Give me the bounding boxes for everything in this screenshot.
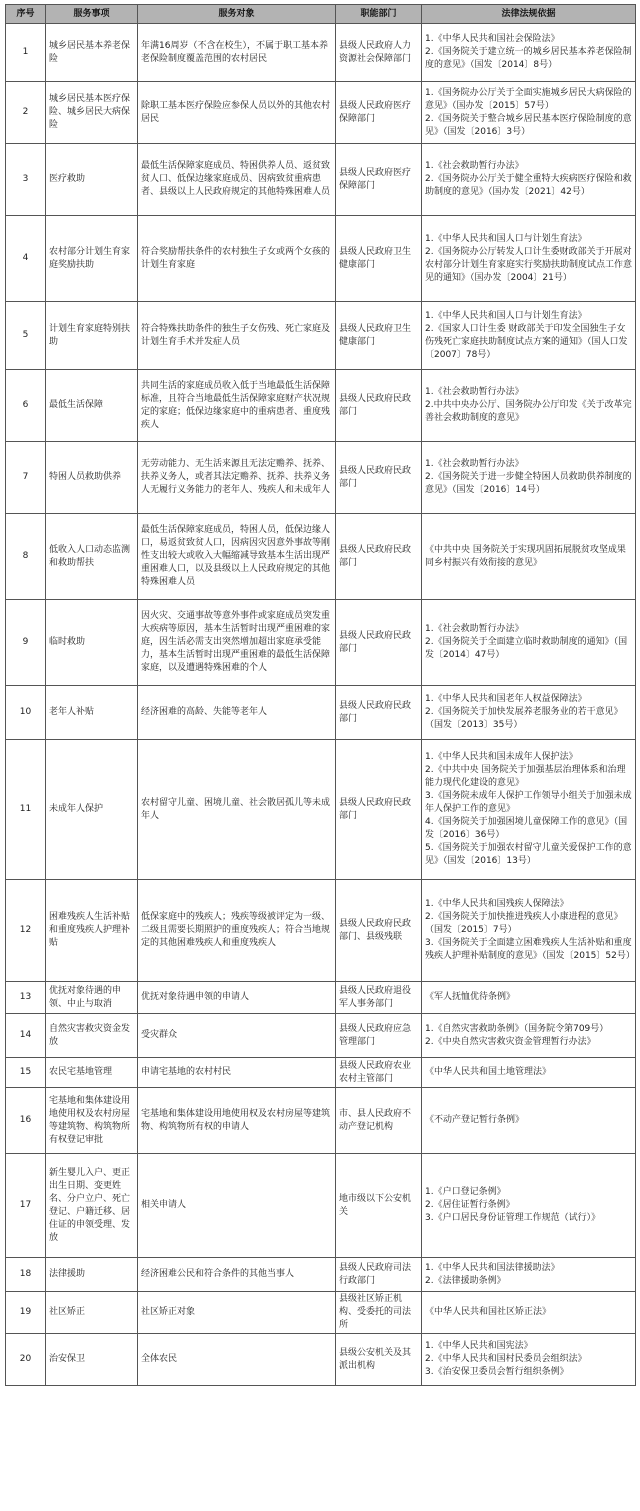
- row-number: 10: [6, 686, 46, 740]
- legal-basis-line: 3.《国务院未成年人保护工作领导小组关于加强未成年人保护工作的意见》: [425, 791, 632, 814]
- table-row: [6, 1014, 636, 1058]
- legal-basis: [422, 880, 636, 982]
- legal-basis: [422, 216, 636, 302]
- service-target: 优抚对象待遇申领的申请人: [138, 982, 336, 1014]
- department: 市、县人民政府不动产登记机构: [336, 1088, 422, 1154]
- department: 县级公安机关及其派出机构: [336, 1334, 422, 1386]
- header-no: 序号: [6, 5, 46, 24]
- table-row: [6, 216, 636, 302]
- legal-basis-line: 2.《国务院关于加快发展养老服务业的若干意见》（国发〔2013〕35号）: [425, 707, 623, 730]
- legal-basis: [422, 514, 636, 600]
- legal-basis-line: 1.《中华人民共和国残疾人保障法》: [425, 899, 569, 909]
- legal-basis: [422, 1058, 636, 1088]
- row-number: 13: [6, 982, 46, 1014]
- legal-basis-line: 1.《中华人民共和国人口与计划生育法》: [425, 310, 587, 321]
- service-item: 社区矫正: [46, 1292, 138, 1334]
- table-row: [6, 1088, 636, 1154]
- service-target: 社区矫正对象: [138, 1292, 336, 1334]
- table-row: [6, 1334, 636, 1386]
- department: 县级人民政府农业农村主管部门: [336, 1058, 422, 1088]
- legal-basis-line: 2.《国务院关于加快推进残疾人小康进程的意见》（国发〔2015〕7号）: [425, 912, 623, 935]
- service-item: 计划生育家庭特别扶助: [46, 302, 138, 370]
- legal-basis-line: 2.《国务院办公厅关于健全重特大疾病医疗保险和救助制度的意见》（国办发〔2021〕42号）: [425, 174, 632, 197]
- legal-basis: [422, 982, 636, 1014]
- service-target: 最低生活保障家庭成员，特困人员，低保边缘人口，易返贫致贫人口，因病因灾因意外事故等刚性支出较大或收入大幅缩减导致基本生活出现严重困难人口，以及县级以上人民政府规定的其他特殊困难人员: [138, 514, 336, 600]
- legal-basis-line: 2.《居住证暂行条例》: [425, 1200, 515, 1210]
- legal-basis-line: 1.《户口登记条例》: [425, 1187, 506, 1197]
- row-number: 17: [6, 1154, 46, 1258]
- legal-basis: [422, 740, 636, 880]
- service-item: 特困人员救助供养: [46, 442, 138, 514]
- legal-basis-line: 5.《国务院关于加强农村留守儿童关爱保护工作的意见》（国发〔2016〕13号）: [425, 843, 632, 866]
- table-row: [6, 144, 636, 216]
- department: 县级人民政府应急管理部门: [336, 1014, 422, 1058]
- row-number: 4: [6, 216, 46, 302]
- row-number: 8: [6, 514, 46, 600]
- service-target: 无劳动能力、无生活来源且无法定赡养、抚养、扶养义务人，或者其法定赡养、抚养、扶养义务人无履行义务能力的老年人、残疾人和未成年人: [138, 442, 336, 514]
- service-target: 低保家庭中的残疾人；残疾等级被评定为一级、二级且需要长期照护的重度残疾人；符合当地规定的其他困难残疾人和重度残疾人: [138, 880, 336, 982]
- legal-basis-line: 1.《中华人民共和国法律援助法》: [425, 1262, 560, 1273]
- service-item: 宅基地和集体建设用地使用权及农村房屋等建筑物、构筑物所有权登记审批: [46, 1088, 138, 1154]
- table-row: [6, 982, 636, 1014]
- legal-basis-line: 1.《国务院办公厅关于全面实施城乡居民大病保险的意见》（国办发〔2015〕57号）: [425, 87, 632, 111]
- table-row: [6, 1258, 636, 1292]
- legal-basis-line: 2.《中共中央 国务院关于加强基层治理体系和治理能力现代化建设的意见》: [425, 765, 626, 788]
- service-item: 法律援助: [46, 1258, 138, 1292]
- service-item: 农民宅基地管理: [46, 1058, 138, 1088]
- row-number: 5: [6, 302, 46, 370]
- legal-basis-line: 《中共中央 国务院关于实现巩固拓展脱贫攻坚成果同乡村振兴有效衔接的意见》: [425, 544, 626, 568]
- legal-basis: [422, 686, 636, 740]
- table-row: [6, 82, 636, 144]
- table-row: [6, 740, 636, 880]
- legal-basis-line: 1.《社会救助暂行办法》: [425, 161, 524, 171]
- legal-basis-line: 1.《中华人民共和国老年人权益保障法》: [425, 694, 587, 704]
- row-number: 9: [6, 600, 46, 686]
- legal-basis-line: 《中华人民共和国土地管理法》: [425, 1067, 552, 1077]
- department: 县级人民政府民政部门: [336, 600, 422, 686]
- service-target: 申请宅基地的农村村民: [138, 1058, 336, 1088]
- department: 县级人民政府民政部门、县级残联: [336, 880, 422, 982]
- service-target: 受灾群众: [138, 1014, 336, 1058]
- service-target: 宅基地和集体建设用地使用权及农村房屋等建筑物、构筑物所有权的申请人: [138, 1088, 336, 1154]
- legal-basis: [422, 24, 636, 82]
- service-target: 相关申请人: [138, 1154, 336, 1258]
- row-number: 11: [6, 740, 46, 880]
- department: 县级人民政府民政部门: [336, 740, 422, 880]
- service-target: 年满16周岁（不含在校生），不属于职工基本养老保险制度覆盖范围的农村居民: [138, 24, 336, 82]
- table-row: [6, 514, 636, 600]
- service-item: 医疗救助: [46, 144, 138, 216]
- service-target: 农村留守儿童、困境儿童、社会散居孤儿等未成年人: [138, 740, 336, 880]
- header-item: 服务事项: [46, 5, 138, 24]
- row-number: 20: [6, 1334, 46, 1386]
- legal-basis-line: 2.《国务院关于建立统一的城乡居民基本养老保险制度的意见》（国发〔2014〕8号）: [425, 47, 632, 70]
- legal-basis-line: 3.《国务院关于全面建立困难残疾人生活补贴和重度残疾人护理补贴制度的意见》（国发〔2015〕52号）: [425, 938, 635, 961]
- table-row: [6, 880, 636, 982]
- table-row: [6, 1292, 636, 1334]
- legal-basis-line: 2.《国务院办公厅转发人口计生委财政部关于开展对农村部分计划生育家庭实行奖励扶助制度试点工作意见的通知》（国办发〔2004〕21号）: [425, 246, 633, 283]
- legal-basis-line: 3.《治安保卫委员会暂行组织条例》: [425, 1367, 569, 1377]
- department: 县级人民政府民政部门: [336, 686, 422, 740]
- legal-basis-line: 2.《国务院关于全面建立临时救助制度的通知》（国发〔2014〕47号）: [425, 637, 628, 660]
- legal-basis-line: 1.《自然灾害救助条例》（国务院令第709号）: [425, 1023, 609, 1034]
- legal-basis-line: 2.《国务院关于整合城乡居民基本医疗保险制度的意见》（国发〔2016〕3号）: [425, 113, 632, 137]
- legal-basis-line: 1.《社会救助暂行办法》: [425, 387, 524, 397]
- header-dept: 职能部门: [336, 5, 422, 24]
- department: 县级人民政府民政部门: [336, 370, 422, 442]
- service-item: 新生婴儿入户、更正出生日期、变更姓名、分户立户、死亡登记、户籍迁移、居住证的申领受理、发放: [46, 1154, 138, 1258]
- legal-basis: [422, 442, 636, 514]
- service-target: 经济困难公民和符合条件的其他当事人: [138, 1258, 336, 1292]
- table-body: [6, 24, 636, 1386]
- service-target: 经济困难的高龄、失能等老年人: [138, 686, 336, 740]
- service-item: 自然灾害救灾资金发放: [46, 1014, 138, 1058]
- row-number: 7: [6, 442, 46, 514]
- legal-basis-line: 《军人抚恤优待条例》: [425, 992, 516, 1002]
- row-number: 12: [6, 880, 46, 982]
- department: 县级人民政府卫生健康部门: [336, 302, 422, 370]
- legal-basis-line: 2.《中央自然灾害救灾资金管理暂行办法》: [425, 1036, 596, 1047]
- legal-basis: [422, 1292, 636, 1334]
- legal-basis-line: 2.《国务院关于进一步健全特困人员救助供养制度的意见》（国发〔2016〕14号）: [425, 472, 632, 495]
- department: 县级人民政府人力资源社会保障部门: [336, 24, 422, 82]
- service-item: 临时救助: [46, 600, 138, 686]
- legal-basis: [422, 370, 636, 442]
- legal-basis-line: 1.《中华人民共和国人口与计划生育法》: [425, 233, 587, 244]
- row-number: 1: [6, 24, 46, 82]
- row-number: 16: [6, 1088, 46, 1154]
- service-item: 城乡居民基本医疗保险、城乡居民大病保险: [46, 82, 138, 144]
- row-number: 18: [6, 1258, 46, 1292]
- service-target: 全体农民: [138, 1334, 336, 1386]
- legal-basis-line: 1.《社会救助暂行办法》: [425, 459, 524, 469]
- legal-basis-line: 2.中共中央办公厅、国务院办公厅印发《关于改革完善社会救助制度的意见》: [425, 400, 632, 423]
- legal-basis: [422, 1014, 636, 1058]
- legal-basis: [422, 144, 636, 216]
- department: 县级人民政府司法行政部门: [336, 1258, 422, 1292]
- service-item: 农村部分计划生育家庭奖励扶助: [46, 216, 138, 302]
- legal-basis-line: 《中华人民共和国社区矫正法》: [425, 1307, 552, 1317]
- legal-basis-line: 3.《户口居民身份证管理工作规范（试行）》: [425, 1213, 601, 1223]
- service-item: 老年人补贴: [46, 686, 138, 740]
- service-item: 城乡居民基本养老保险: [46, 24, 138, 82]
- department: 县级人民政府医疗保障部门: [336, 82, 422, 144]
- department: 县级人民政府民政部门: [336, 514, 422, 600]
- table-row: [6, 370, 636, 442]
- legal-basis: [422, 1258, 636, 1292]
- legal-basis: [422, 302, 636, 370]
- table-row: [6, 442, 636, 514]
- row-number: 14: [6, 1014, 46, 1058]
- legal-basis-line: 2.《法律援助条例》: [425, 1275, 506, 1286]
- service-item: 低收入人口动态监测和救助帮扶: [46, 514, 138, 600]
- row-number: 19: [6, 1292, 46, 1334]
- table-row: [6, 1058, 636, 1088]
- row-number: 15: [6, 1058, 46, 1088]
- table-header-row: [6, 5, 636, 24]
- legal-basis-line: 《不动产登记暂行条例》: [425, 1115, 525, 1125]
- services-table: [5, 4, 636, 1386]
- table-row: [6, 302, 636, 370]
- row-number: 3: [6, 144, 46, 216]
- row-number: 6: [6, 370, 46, 442]
- legal-basis: [422, 1334, 636, 1386]
- service-target: 因火灾、交通事故等意外事件或家庭成员突发重大疾病等原因，基本生活暂时出现严重困难的家庭，因生活必需支出突然增加超出家庭承受能力，基本生活暂时出现严重困难的最低生活保障家庭，以及遭遇特殊困难的个人: [138, 600, 336, 686]
- table-row: [6, 24, 636, 82]
- service-target: 符合奖励帮扶条件的农村独生子女或两个女孩的计划生育家庭: [138, 216, 336, 302]
- department: 地市级以下公安机关: [336, 1154, 422, 1258]
- legal-basis-line: 1.《中华人民共和国未成年人保护法》: [425, 752, 578, 762]
- legal-basis-line: 1.《中华人民共和国社会保险法》: [425, 34, 560, 44]
- service-target: 最低生活保障家庭成员、特困供养人员、返贫致贫人口、低保边缘家庭成员、因病致贫重病患者、县级以上人民政府规定的其他特殊困难人员: [138, 144, 336, 216]
- legal-basis-line: 2.《国家人口计生委 财政部关于印发全国独生子女伤残死亡家庭扶助制度试点方案的通知》（国人口发〔2007〕78号）: [425, 323, 628, 360]
- legal-basis: [422, 82, 636, 144]
- legal-basis-line: 1.《中华人民共和国宪法》: [425, 1341, 533, 1351]
- legal-basis-line: 1.《社会救助暂行办法》: [425, 624, 524, 634]
- legal-basis: [422, 600, 636, 686]
- department: 县级人民政府卫生健康部门: [336, 216, 422, 302]
- legal-basis: [422, 1088, 636, 1154]
- header-basis: 法律法规依据: [422, 5, 636, 24]
- service-target: 共同生活的家庭成员收入低于当地最低生活保障标准，且符合当地最低生活保障家庭财产状况规定的家庭；低保边缘家庭中的重病患者、重度残疾人: [138, 370, 336, 442]
- service-item: 治安保卫: [46, 1334, 138, 1386]
- header-target: 服务对象: [138, 5, 336, 24]
- service-item: 最低生活保障: [46, 370, 138, 442]
- legal-basis-line: 4.《国务院关于加强困境儿童保障工作的意见》（国发〔2016〕36号）: [425, 817, 628, 840]
- table-row: [6, 600, 636, 686]
- department: 县级人民政府医疗保障部门: [336, 144, 422, 216]
- table-row: [6, 1154, 636, 1258]
- department: 县级社区矫正机构、受委托的司法所: [336, 1292, 422, 1334]
- department: 县级人民政府民政部门: [336, 442, 422, 514]
- department: 县级人民政府退役军人事务部门: [336, 982, 422, 1014]
- service-item: 困难残疾人生活补贴和重度残疾人护理补贴: [46, 880, 138, 982]
- table-row: [6, 686, 636, 740]
- legal-basis-line: 2.《中华人民共和国村民委员会组织法》: [425, 1354, 587, 1364]
- row-number: 2: [6, 82, 46, 144]
- service-target: 除职工基本医疗保险应参保人员以外的其他农村居民: [138, 82, 336, 144]
- legal-basis: [422, 1154, 636, 1258]
- service-target: 符合特殊扶助条件的独生子女伤残、死亡家庭及计划生育手术并发症人员: [138, 302, 336, 370]
- service-item: 优抚对象待遇的申领、中止与取消: [46, 982, 138, 1014]
- service-item: 未成年人保护: [46, 740, 138, 880]
